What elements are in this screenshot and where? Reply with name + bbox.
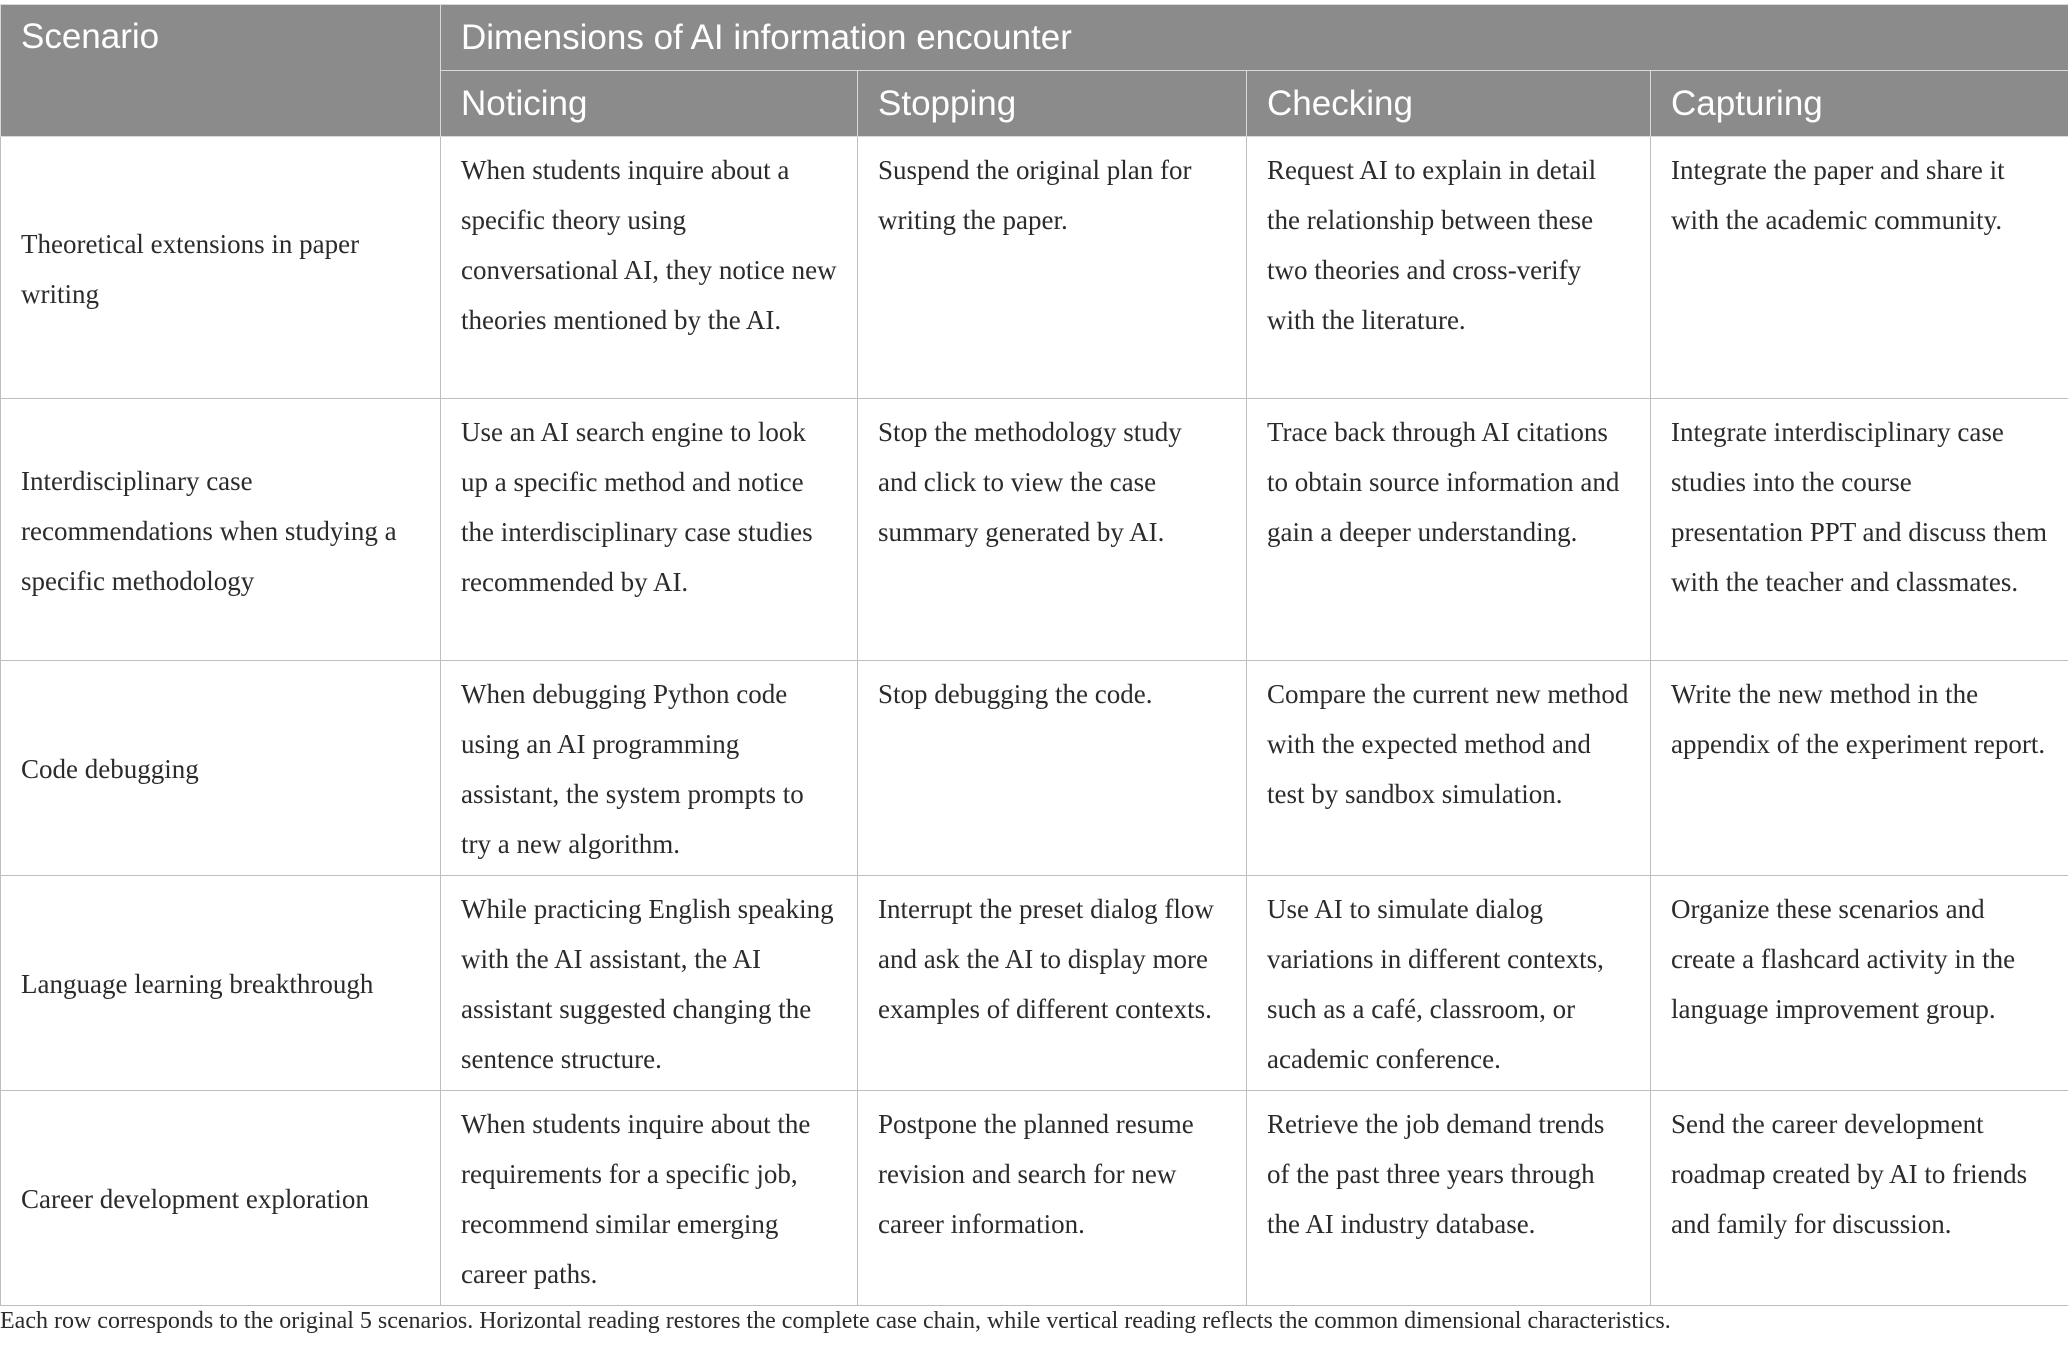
capturing-cell: Send the career development roadmap created by AI to friends and family for discussion. — [1651, 1091, 2068, 1306]
scenario-dimensions-table — [0, 4, 2068, 1306]
checking-cell: Compare the current new method with the expected method and test by sandbox simulation. — [1247, 661, 1651, 876]
stopping-cell: Postpone the planned resume revision and search for new career information. — [858, 1091, 1247, 1306]
header-checking: Checking — [1247, 71, 1651, 137]
stopping-cell: Stop the methodology study and click to view the case summary generated by AI. — [858, 399, 1247, 661]
table-row — [1, 876, 2068, 1091]
table-footnote: Each row corresponds to the original 5 scenarios. Horizontal reading restores the complete case chain, while vertical reading reflects the common dimensional characteristics. — [0, 1308, 1671, 1334]
stopping-cell: Interrupt the preset dialog flow and ask the AI to display more examples of different contexts. — [858, 876, 1247, 1091]
header-dimensions-group: Dimensions of AI information encounter — [441, 5, 2068, 71]
noticing-cell: When debugging Python code using an AI programming assistant, the system prompts to try a new algorithm. — [441, 661, 858, 876]
checking-cell: Request AI to explain in detail the relationship between these two theories and cross-verify with the literature. — [1247, 137, 1651, 399]
stopping-cell: Stop debugging the code. — [858, 661, 1247, 876]
capturing-cell: Integrate the paper and share it with the academic community. — [1651, 137, 2068, 399]
table-row — [1, 661, 2068, 876]
capturing-cell: Organize these scenarios and create a flashcard activity in the language improvement group. — [1651, 876, 2068, 1091]
table-row — [1, 1091, 2068, 1306]
header-scenario: Scenario — [1, 5, 441, 137]
header-noticing: Noticing — [441, 71, 858, 137]
noticing-cell: When students inquire about a specific theory using conversational AI, they notice new theories mentioned by the AI. — [441, 137, 858, 399]
noticing-cell: When students inquire about the requirements for a specific job, recommend similar emerging career paths. — [441, 1091, 858, 1306]
noticing-cell: While practicing English speaking with the AI assistant, the AI assistant suggested changing the sentence structure. — [441, 876, 858, 1091]
scenario-cell: Language learning breakthrough — [1, 876, 441, 1091]
noticing-cell: Use an AI search engine to look up a specific method and notice the interdisciplinary case studies recommended by AI. — [441, 399, 858, 661]
scenario-cell: Code debugging — [1, 661, 441, 876]
scenario-cell: Career development exploration — [1, 1091, 441, 1306]
header-stopping: Stopping — [858, 71, 1247, 137]
capturing-cell: Integrate interdisciplinary case studies into the course presentation PPT and discuss them with the teacher and classmates. — [1651, 399, 2068, 661]
checking-cell: Use AI to simulate dialog variations in different contexts, such as a café, classroom, or academic conference. — [1247, 876, 1651, 1091]
capturing-cell: Write the new method in the appendix of the experiment report. — [1651, 661, 2068, 876]
scenario-cell: Interdisciplinary case recommendations when studying a specific methodology — [1, 399, 441, 661]
checking-cell: Trace back through AI citations to obtain source information and gain a deeper understanding. — [1247, 399, 1651, 661]
table-row — [1, 399, 2068, 661]
stopping-cell: Suspend the original plan for writing the paper. — [858, 137, 1247, 399]
scenario-cell: Theoretical extensions in paper writing — [1, 137, 441, 399]
checking-cell: Retrieve the job demand trends of the past three years through the AI industry database. — [1247, 1091, 1651, 1306]
table-row — [1, 137, 2068, 399]
header-capturing: Capturing — [1651, 71, 2068, 137]
